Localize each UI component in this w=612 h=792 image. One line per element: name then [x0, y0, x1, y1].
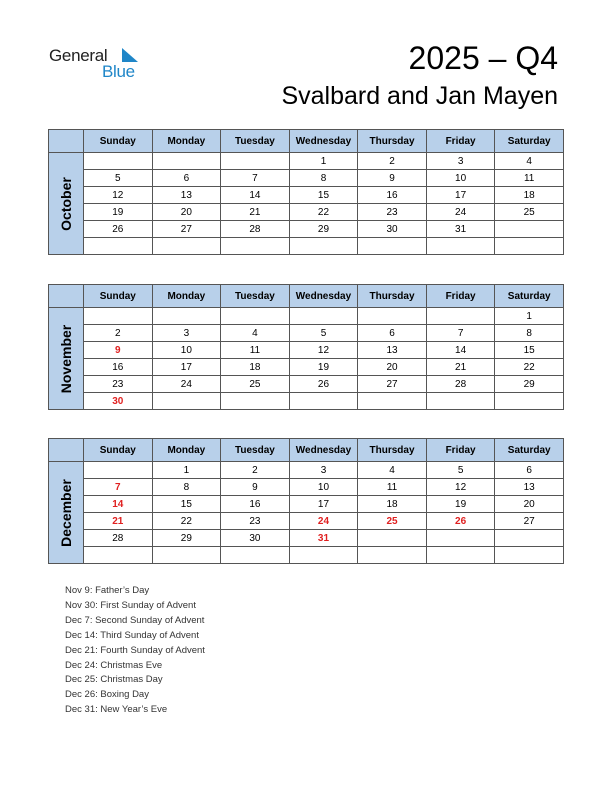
- month-label-cell: [49, 462, 84, 564]
- weekday-header: Tuesday: [221, 130, 290, 153]
- holiday-item: Dec 25: Christmas Day: [65, 674, 163, 686]
- day-cell: 19: [84, 204, 153, 221]
- day-cell: 13: [358, 342, 427, 359]
- day-cell: 6: [358, 325, 427, 342]
- day-cell: [289, 393, 358, 410]
- day-cell: 31: [426, 221, 495, 238]
- month-table: [48, 284, 564, 410]
- day-cell: 24: [152, 376, 221, 393]
- day-cell: [426, 308, 495, 325]
- weekday-header: Sunday: [84, 130, 153, 153]
- day-cell: [495, 221, 564, 238]
- weekday-header: Sunday: [84, 285, 153, 308]
- day-cell: 23: [84, 376, 153, 393]
- day-cell: [426, 238, 495, 255]
- day-cell: 18: [495, 187, 564, 204]
- day-cell: 2: [84, 325, 153, 342]
- week-row: [49, 170, 564, 187]
- day-cell: 10: [289, 479, 358, 496]
- day-cell: 3: [152, 325, 221, 342]
- day-cell: 30: [358, 221, 427, 238]
- day-cell: [289, 238, 358, 255]
- day-cell: 18: [221, 359, 290, 376]
- day-cell: 8: [289, 170, 358, 187]
- day-cell: [495, 547, 564, 564]
- weekday-header: Friday: [426, 285, 495, 308]
- day-cell: [358, 238, 427, 255]
- weekday-header: Saturday: [495, 130, 564, 153]
- day-cell: [152, 547, 221, 564]
- day-cell: 27: [358, 376, 427, 393]
- holiday-item: Dec 31: New Year’s Eve: [65, 704, 168, 716]
- month-table: [48, 438, 564, 564]
- day-cell: 16: [358, 187, 427, 204]
- holiday-item: Nov 30: First Sunday of Advent: [65, 599, 196, 611]
- day-cell: 10: [152, 342, 221, 359]
- day-cell: 5: [84, 170, 153, 187]
- day-cell: 16: [221, 496, 290, 513]
- day-cell: 15: [289, 187, 358, 204]
- week-row: [49, 359, 564, 376]
- day-cell: 19: [289, 359, 358, 376]
- weekday-header: Sunday: [84, 439, 153, 462]
- day-cell: 23: [358, 204, 427, 221]
- day-cell: 20: [358, 359, 427, 376]
- holiday-item: Dec 7: Second Sunday of Advent: [65, 614, 205, 626]
- day-cell: 27: [152, 221, 221, 238]
- week-row: [49, 530, 564, 547]
- day-cell: 3: [426, 153, 495, 170]
- day-cell: [152, 153, 221, 170]
- day-cell: [152, 238, 221, 255]
- day-cell: 22: [152, 513, 221, 530]
- holiday-item: Dec 24: Christmas Eve: [65, 659, 163, 671]
- weekday-header: Saturday: [495, 285, 564, 308]
- day-cell: 11: [495, 170, 564, 187]
- day-cell: 22: [289, 204, 358, 221]
- day-cell: 4: [495, 153, 564, 170]
- calendar-december: [48, 438, 564, 564]
- day-cell: 23: [221, 513, 290, 530]
- day-cell: [358, 308, 427, 325]
- day-cell: 29: [289, 221, 358, 238]
- month-table: [48, 129, 564, 255]
- day-cell: 9: [358, 170, 427, 187]
- week-row: [49, 479, 564, 496]
- day-cell: [221, 238, 290, 255]
- day-cell: 21: [426, 359, 495, 376]
- day-cell: 14: [84, 496, 153, 513]
- day-cell: 7: [426, 325, 495, 342]
- day-cell: 11: [221, 342, 290, 359]
- day-cell: 13: [495, 479, 564, 496]
- day-cell: 6: [495, 462, 564, 479]
- day-cell: 30: [221, 530, 290, 547]
- day-cell: 9: [221, 479, 290, 496]
- week-row: [49, 462, 564, 479]
- weekday-header: Wednesday: [289, 439, 358, 462]
- month-label-cell: [49, 153, 84, 255]
- day-cell: 28: [84, 530, 153, 547]
- header-corner: [49, 439, 84, 462]
- week-row: [49, 204, 564, 221]
- day-cell: [495, 530, 564, 547]
- day-cell: 8: [152, 479, 221, 496]
- day-cell: 26: [289, 376, 358, 393]
- holiday-item: Nov 9: Father’s Day: [65, 585, 150, 596]
- day-cell: [426, 530, 495, 547]
- day-cell: 11: [358, 479, 427, 496]
- weekday-header: Thursday: [358, 285, 427, 308]
- day-cell: 21: [221, 204, 290, 221]
- day-cell: 10: [426, 170, 495, 187]
- day-cell: [84, 153, 153, 170]
- week-row: [49, 308, 564, 325]
- day-cell: 14: [221, 187, 290, 204]
- weekday-header: Thursday: [358, 439, 427, 462]
- day-cell: [426, 547, 495, 564]
- day-cell: 22: [495, 359, 564, 376]
- day-cell: 12: [426, 479, 495, 496]
- weekday-header: Tuesday: [221, 439, 290, 462]
- day-cell: 30: [84, 393, 153, 410]
- month-name: November: [58, 324, 74, 393]
- day-cell: 12: [289, 342, 358, 359]
- weekday-header: Friday: [426, 439, 495, 462]
- calendar-october: [48, 129, 564, 255]
- day-cell: [289, 547, 358, 564]
- day-cell: [84, 308, 153, 325]
- weekday-header: Monday: [152, 439, 221, 462]
- day-cell: [358, 547, 427, 564]
- day-cell: [152, 393, 221, 410]
- weekday-header: Wednesday: [289, 130, 358, 153]
- calendar-november: [48, 284, 564, 410]
- logo-general-text: General: [49, 46, 108, 65]
- weekday-header: Thursday: [358, 130, 427, 153]
- header-corner: [49, 285, 84, 308]
- week-row: [49, 187, 564, 204]
- month-name: October: [58, 176, 74, 231]
- day-cell: 21: [84, 513, 153, 530]
- day-cell: [358, 393, 427, 410]
- day-cell: 1: [495, 308, 564, 325]
- day-cell: [358, 530, 427, 547]
- day-cell: 12: [84, 187, 153, 204]
- day-cell: [152, 308, 221, 325]
- logo-blue-text: Blue: [102, 62, 135, 81]
- week-row: [49, 376, 564, 393]
- week-row: [49, 547, 564, 564]
- day-cell: 9: [84, 342, 153, 359]
- holiday-item: Dec 21: Fourth Sunday of Advent: [65, 644, 205, 656]
- holiday-item: Dec 26: Boxing Day: [65, 689, 149, 701]
- day-cell: 13: [152, 187, 221, 204]
- header-corner: [49, 130, 84, 153]
- weekday-header: Monday: [152, 285, 221, 308]
- day-cell: [495, 393, 564, 410]
- weekday-header: Saturday: [495, 439, 564, 462]
- day-cell: 28: [221, 221, 290, 238]
- day-cell: 6: [152, 170, 221, 187]
- day-cell: 26: [426, 513, 495, 530]
- week-row: [49, 496, 564, 513]
- day-cell: 8: [495, 325, 564, 342]
- day-cell: 24: [289, 513, 358, 530]
- day-cell: [221, 308, 290, 325]
- day-cell: [221, 393, 290, 410]
- day-cell: 15: [495, 342, 564, 359]
- day-cell: 18: [358, 496, 427, 513]
- week-row: [49, 238, 564, 255]
- day-cell: 7: [84, 479, 153, 496]
- day-cell: [426, 393, 495, 410]
- day-cell: 19: [426, 496, 495, 513]
- day-cell: 17: [289, 496, 358, 513]
- day-cell: 25: [358, 513, 427, 530]
- day-cell: 20: [495, 496, 564, 513]
- day-cell: 17: [426, 187, 495, 204]
- week-row: [49, 221, 564, 238]
- day-cell: [289, 308, 358, 325]
- day-cell: 31: [289, 530, 358, 547]
- day-cell: 25: [221, 376, 290, 393]
- day-cell: [84, 547, 153, 564]
- day-cell: 29: [152, 530, 221, 547]
- logo-triangle-icon: [122, 48, 138, 62]
- weekday-header: Friday: [426, 130, 495, 153]
- day-cell: 24: [426, 204, 495, 221]
- week-row: [49, 153, 564, 170]
- day-cell: 16: [84, 359, 153, 376]
- day-cell: 4: [358, 462, 427, 479]
- week-row: [49, 513, 564, 530]
- weekday-header: Monday: [152, 130, 221, 153]
- day-cell: 25: [495, 204, 564, 221]
- day-cell: [495, 238, 564, 255]
- week-row: [49, 393, 564, 410]
- week-row: [49, 342, 564, 359]
- day-cell: 15: [152, 496, 221, 513]
- day-cell: 5: [289, 325, 358, 342]
- weekday-header: Wednesday: [289, 285, 358, 308]
- day-cell: 29: [495, 376, 564, 393]
- holiday-item: Dec 14: Third Sunday of Advent: [65, 629, 199, 641]
- day-cell: 26: [84, 221, 153, 238]
- day-cell: [84, 462, 153, 479]
- holiday-list: [65, 584, 205, 718]
- page-title: 2025 – Q4: [408, 40, 558, 76]
- day-cell: 2: [221, 462, 290, 479]
- day-cell: [221, 153, 290, 170]
- day-cell: [84, 238, 153, 255]
- day-cell: 4: [221, 325, 290, 342]
- day-cell: 7: [221, 170, 290, 187]
- day-cell: 17: [152, 359, 221, 376]
- weekday-header: Tuesday: [221, 285, 290, 308]
- day-cell: 28: [426, 376, 495, 393]
- month-name: December: [58, 478, 74, 547]
- day-cell: 2: [358, 153, 427, 170]
- day-cell: 5: [426, 462, 495, 479]
- day-cell: [221, 547, 290, 564]
- day-cell: 1: [289, 153, 358, 170]
- page-subtitle: Svalbard and Jan Mayen: [281, 82, 558, 110]
- logo: [49, 44, 149, 84]
- day-cell: 14: [426, 342, 495, 359]
- day-cell: 20: [152, 204, 221, 221]
- day-cell: 1: [152, 462, 221, 479]
- day-cell: 27: [495, 513, 564, 530]
- day-cell: 3: [289, 462, 358, 479]
- month-label-cell: [49, 308, 84, 410]
- week-row: [49, 325, 564, 342]
